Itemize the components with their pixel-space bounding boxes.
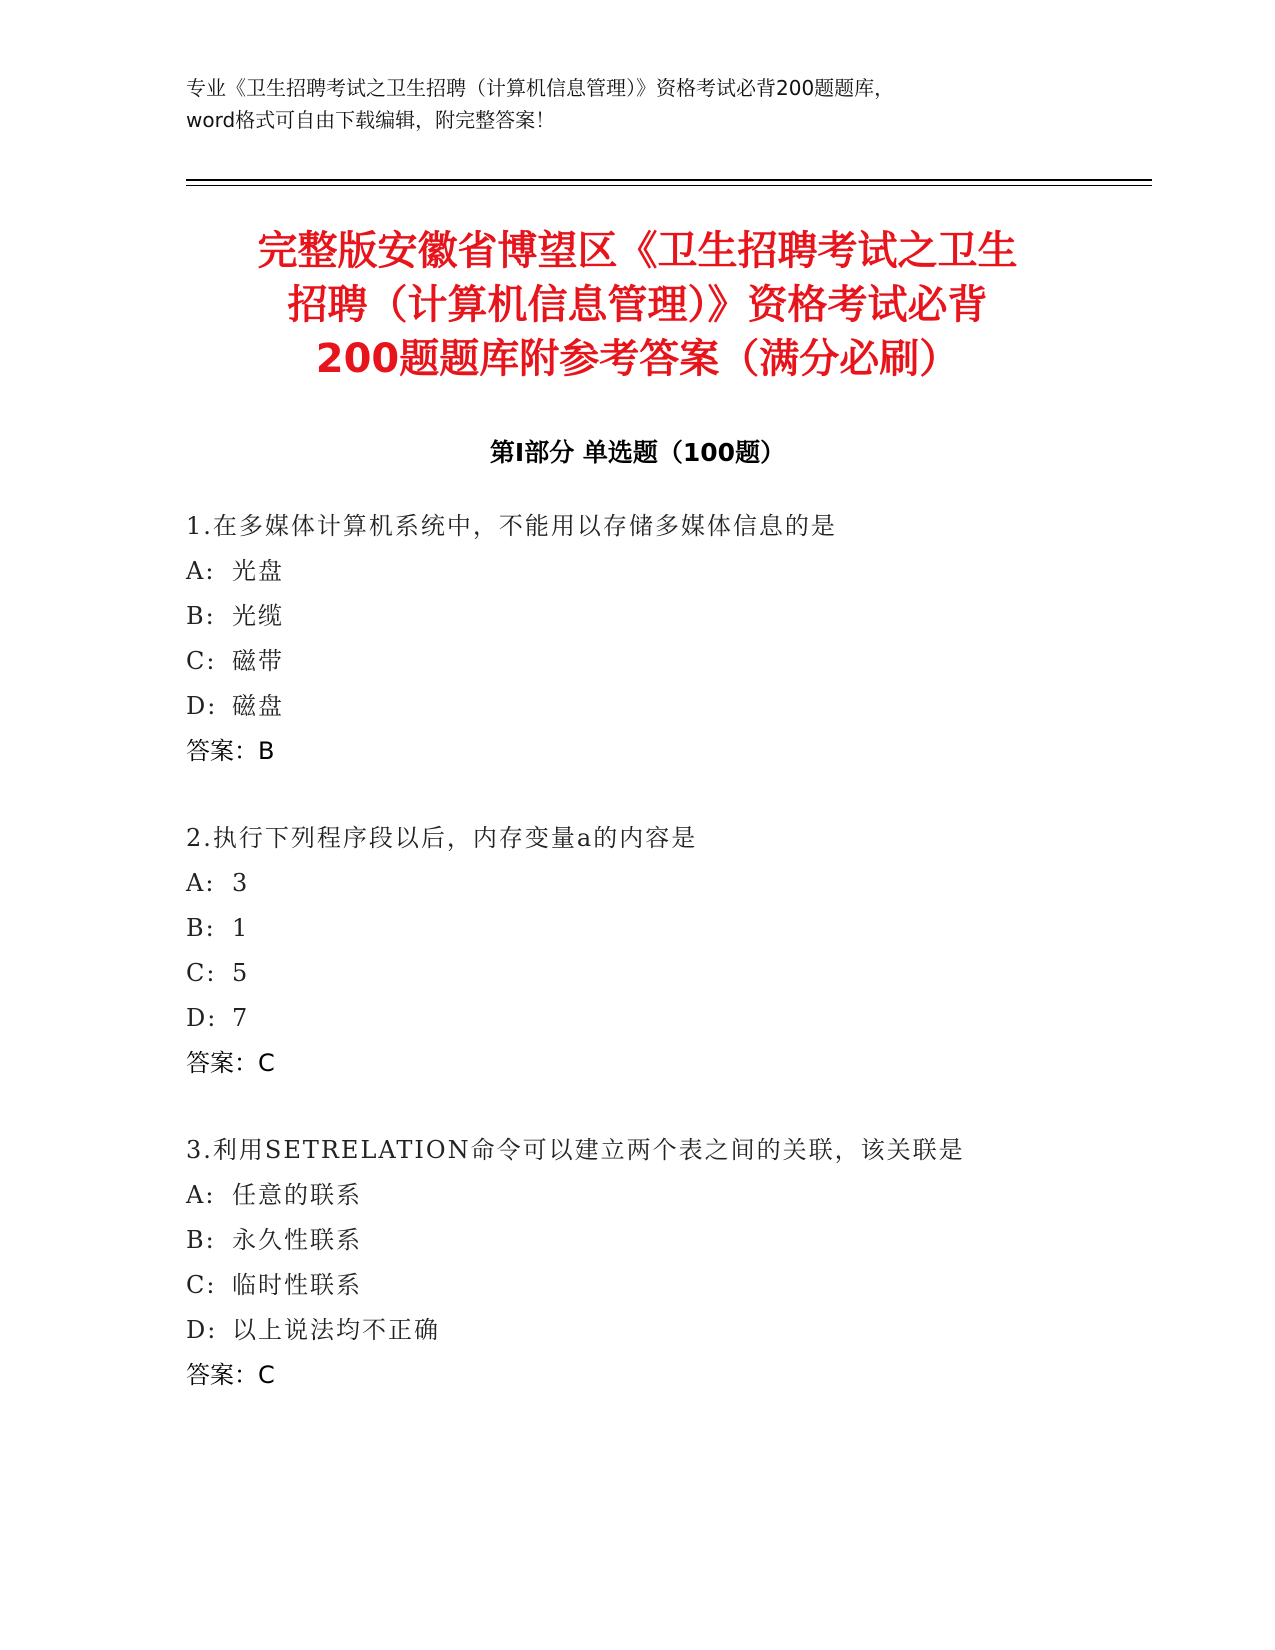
option-text: 磁盘	[232, 692, 284, 720]
option-letter: B:	[186, 914, 216, 942]
header-divider-thin	[186, 185, 1152, 186]
question-3	[186, 1128, 1136, 1398]
option-text: 1	[232, 914, 250, 942]
title-line-1: 完整版安徽省博望区《卫生招聘考试之卫生	[257, 228, 1018, 274]
option-text: 任意的联系	[232, 1181, 362, 1209]
option-text: 磁带	[232, 647, 284, 675]
option-d	[186, 996, 1136, 1041]
option-text: 5	[232, 959, 250, 987]
option-text: 光缆	[232, 602, 284, 630]
question-stem: 1.在多媒体计算机系统中，不能用以存储多媒体信息的是	[186, 512, 837, 540]
question-stem: 3.利用SETRELATION命令可以建立两个表之间的关联，该关联是	[186, 1136, 965, 1164]
option-a	[186, 549, 1136, 594]
option-letter: A:	[186, 557, 216, 585]
option-a	[186, 861, 1136, 906]
option-c	[186, 951, 1136, 996]
option-letter: C:	[186, 959, 217, 987]
answer-line: 答案：B	[186, 737, 275, 765]
option-text: 以上说法均不正确	[232, 1316, 440, 1344]
option-letter: D:	[186, 692, 218, 720]
option-d	[186, 684, 1136, 729]
title-line-3: 200题题库附参考答案（满分必刷）	[315, 336, 960, 382]
option-letter: D:	[186, 1004, 218, 1032]
option-letter: B:	[186, 602, 216, 630]
option-text: 3	[232, 869, 250, 897]
section-title: 第Ⅰ部分 单选题（100题）	[489, 438, 786, 467]
header-note-line-1: 专业《卫生招聘考试之卫生招聘（计算机信息管理）》资格考试必背200题题库，	[186, 76, 895, 100]
option-text: 7	[232, 1004, 250, 1032]
option-b	[186, 1218, 1136, 1263]
option-letter: B:	[186, 1226, 216, 1254]
option-c	[186, 639, 1136, 684]
option-b	[186, 594, 1136, 639]
option-letter: A:	[186, 1181, 216, 1209]
option-a	[186, 1173, 1136, 1218]
answer-line: 答案：C	[186, 1049, 275, 1077]
option-letter: D:	[186, 1316, 218, 1344]
title-line-2: 招聘（计算机信息管理）》资格考试必背	[287, 282, 988, 328]
document-title	[150, 224, 1125, 386]
question-2	[186, 816, 1136, 1086]
option-text: 永久性联系	[232, 1226, 362, 1254]
option-d	[186, 1308, 1136, 1353]
option-letter: C:	[186, 647, 217, 675]
answer-line: 答案：C	[186, 1361, 275, 1389]
question-1	[186, 504, 1136, 774]
option-text: 光盘	[232, 557, 284, 585]
header-divider-thick	[186, 179, 1152, 181]
option-b	[186, 906, 1136, 951]
option-c	[186, 1263, 1136, 1308]
header-note	[186, 72, 1116, 136]
header-note-line-2: word格式可自由下载编辑，附完整答案！	[186, 108, 556, 132]
question-stem: 2.执行下列程序段以后，内存变量a的内容是	[186, 824, 698, 852]
option-letter: A:	[186, 869, 216, 897]
option-letter: C:	[186, 1271, 217, 1299]
option-text: 临时性联系	[232, 1271, 362, 1299]
